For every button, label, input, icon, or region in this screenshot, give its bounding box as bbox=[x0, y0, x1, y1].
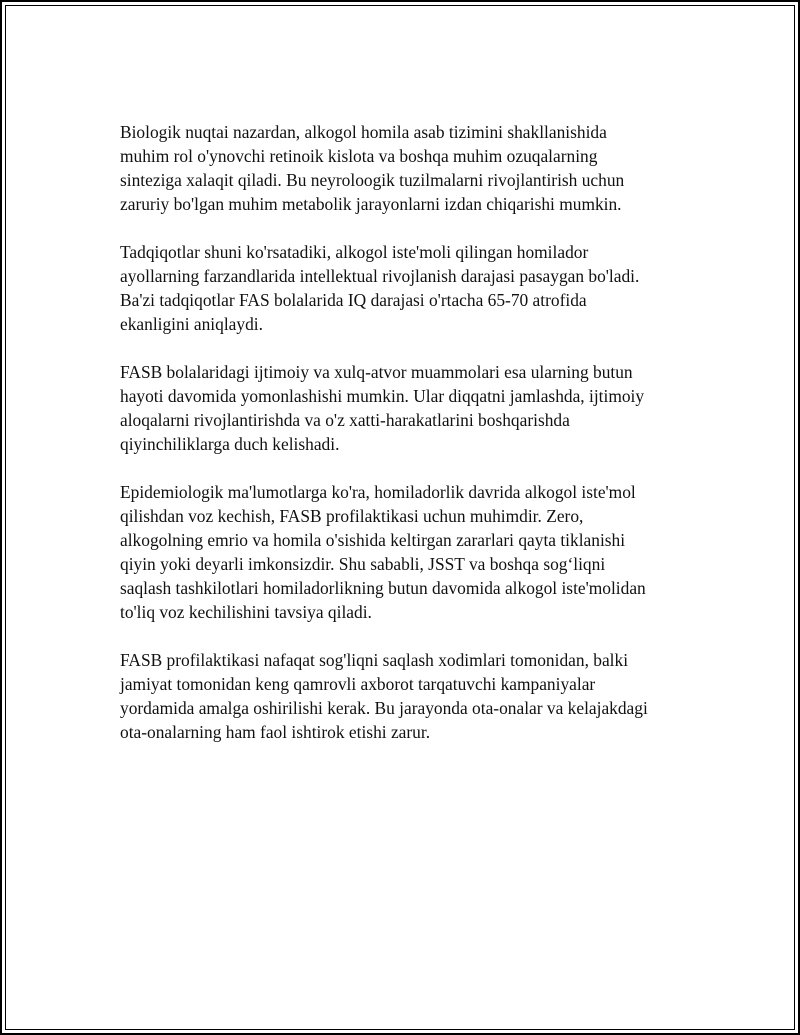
paragraph-prevention: FASB profilaktikasi nafaqat sog'liqni saqlash xodimlari tomonidan, balki jamiyat tomonidan keng qamrovli axborot tarqatuvchi kampaniyalar yordamida amalga oshirilishi kerak. Bu jarayonda ota-onalar va kelajakdagi ota-onalarning ham faol ishtirok etishi zarur. bbox=[120, 650, 648, 742]
paragraph-behavior: FASB bolalaridagi ijtimoiy va xulq-atvor muammolari esa ularning butun hayoti davomida yomonlashishi mumkin. Ular diqqatni jamlashda, ijtimoiy aloqalarni rivojlantirishda va o'z xatti-harakatlarini boshqarishda qiyinchiliklarga duch kelishadi. bbox=[120, 362, 645, 454]
document-body bbox=[120, 120, 690, 768]
paragraph-epidemiology: Epidemiologik ma'lumotlarga ko'ra, homiladorlik davrida alkogol iste'mol qilishdan voz kechish, FASB profilaktikasi uchun muhimdir. Zero, alkogolning emrio va homila o'sishida keltirgan zararlari qayta tiklanishi qiyin yoki deyarli imkonsizdir. Shu sababli, JSST va boshqa sog‘liqni saqlash tashkilotlari homiladorlikning butun davomida alkogol iste'molidan to'liq voz kechilishini tavsiya qiladi. bbox=[120, 482, 646, 622]
paragraph-research: Tadqiqotlar shuni ko'rsatadiki, alkogol iste'moli qilingan homilador ayollarning farzandlarida intellektual rivojlanish darajasi pasaygan bo'ladi. Ba'zi tadqiqotlar FAS bolalarida IQ darajasi o'rtacha 65-70 atrofida ekanligini aniqlaydi. bbox=[120, 242, 640, 334]
paragraph-biological: Biologik nuqtai nazardan, alkogol homila asab tizimini shakllanishida muhim rol o'ynovchi retinoik kislota va boshqa muhim ozuqalarning sinteziga xalaqit qiladi. Bu neyroloogik tuzilmalarni rivojlantirish uchun zaruriy bo'lgan muhim metabolik jarayonlarni izdan chiqarishi mumkin. bbox=[120, 122, 625, 214]
